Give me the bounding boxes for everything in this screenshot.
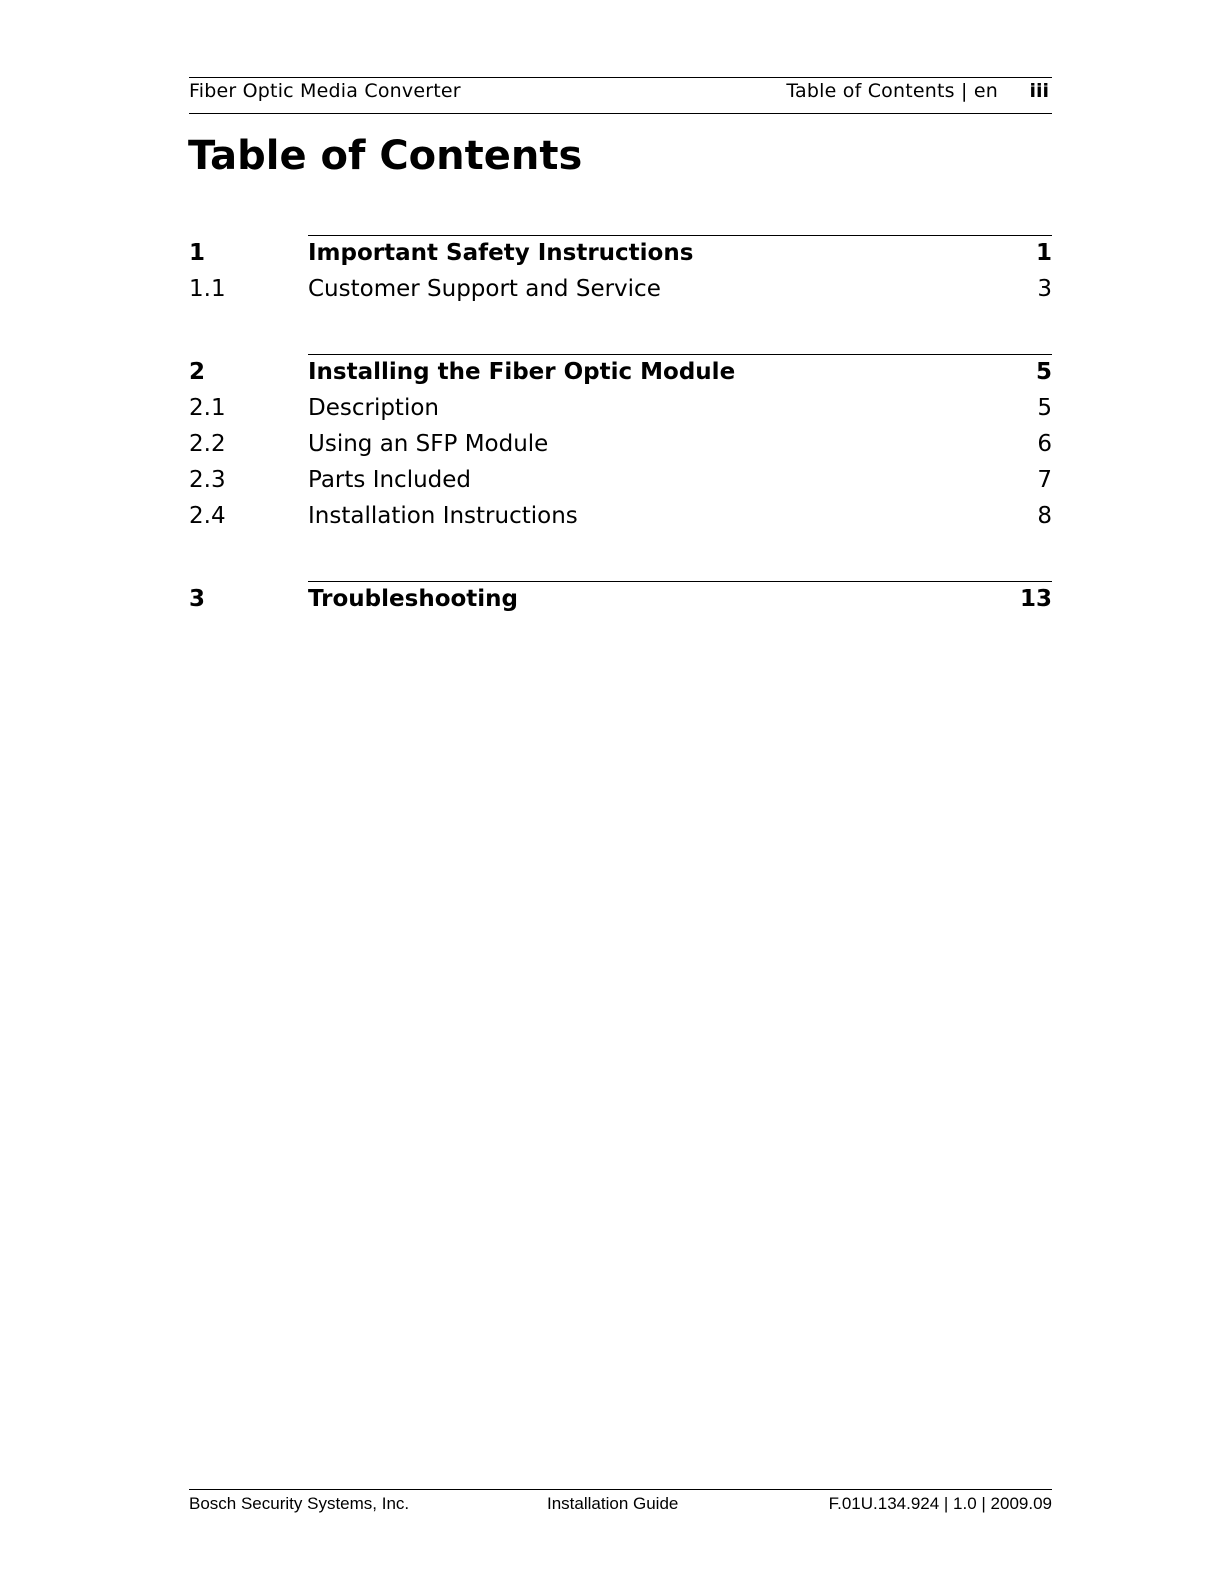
toc-number: 2.4 — [189, 503, 226, 529]
toc-section-1-1[interactable] — [189, 271, 1052, 307]
toc-number: 3 — [189, 586, 206, 612]
toc-section-2-2[interactable] — [189, 426, 1052, 462]
toc-section-2-4[interactable] — [189, 498, 1052, 534]
toc-group-1 — [189, 235, 1052, 307]
toc-group-2 — [189, 354, 1052, 534]
toc-group-3 — [189, 581, 1052, 617]
toc-page: 1 — [1035, 240, 1052, 266]
toc-number: 1.1 — [189, 276, 226, 302]
toc-number: 2 — [189, 359, 206, 385]
toc-page: 6 — [1037, 431, 1052, 457]
toc-page: 8 — [1037, 503, 1052, 529]
toc-label: Using an SFP Module — [308, 431, 549, 457]
toc-chapter-2[interactable] — [189, 354, 1052, 390]
toc-number: 2.3 — [189, 467, 226, 493]
toc-label: Customer Support and Service — [308, 276, 661, 302]
page-header — [189, 78, 1052, 112]
toc-label: Description — [308, 395, 439, 421]
toc-chapter-1[interactable] — [189, 235, 1052, 271]
header-page-number: iii — [1029, 80, 1049, 102]
footer-doc-type: Installation Guide — [547, 1494, 679, 1513]
toc-label: Troubleshooting — [308, 586, 519, 612]
header-bottom-rule — [189, 113, 1052, 114]
toc-number: 2.2 — [189, 431, 226, 457]
toc-page: 3 — [1037, 276, 1052, 302]
footer-company: Bosch Security Systems, Inc. — [189, 1494, 410, 1513]
toc-chapter-3[interactable] — [189, 581, 1052, 617]
toc-section-2-3[interactable] — [189, 462, 1052, 498]
header-document-title: Fiber Optic Media Converter — [189, 80, 461, 102]
toc-label: Important Safety Instructions — [308, 240, 694, 266]
page-footer — [189, 1489, 1052, 1520]
toc-number: 2.1 — [189, 395, 226, 421]
toc-section-2-1[interactable] — [189, 390, 1052, 426]
footer-doc-id: F.01U.134.924 | 1.0 | 2009.09 — [828, 1494, 1052, 1513]
toc-number: 1 — [189, 240, 206, 266]
toc-page: 7 — [1037, 467, 1052, 493]
toc-label: Parts Included — [308, 467, 472, 493]
toc-page: 5 — [1037, 395, 1052, 421]
page-title: Table of Contents — [188, 133, 583, 179]
toc-page: 13 — [1019, 586, 1052, 612]
header-section-label: Table of Contents | en — [786, 80, 998, 102]
toc-label: Installing the Fiber Optic Module — [308, 359, 736, 385]
toc-page: 5 — [1035, 359, 1052, 385]
toc-label: Installation Instructions — [308, 503, 578, 529]
